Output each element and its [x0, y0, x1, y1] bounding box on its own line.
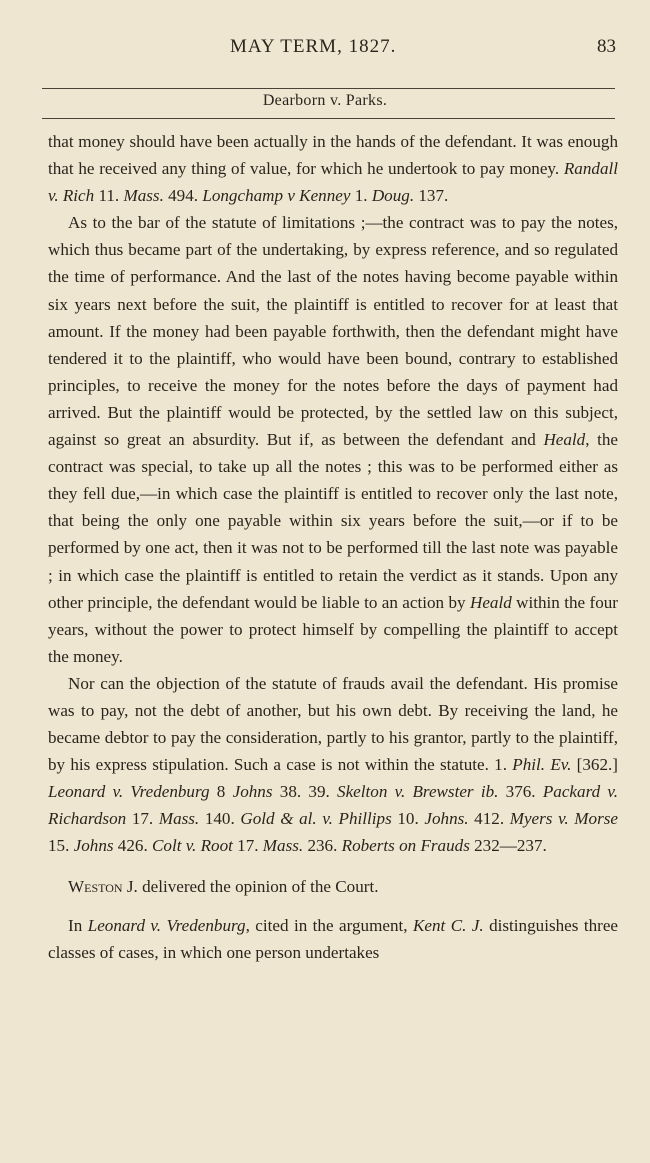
text-run: 137.	[414, 186, 449, 206]
paragraph-opinion	[48, 912, 618, 966]
citation-italic: Mass.	[158, 809, 200, 829]
paragraph-continuation	[48, 128, 618, 209]
page-number: 83	[597, 36, 616, 57]
citation-italic: Heald	[469, 592, 512, 612]
header-rule-bottom	[42, 118, 615, 119]
citation-italic: Colt v. Root	[152, 836, 233, 856]
text-run: 232—237.	[469, 836, 547, 856]
text-run: 236.	[303, 836, 342, 856]
citation-italic: Mass.	[262, 836, 304, 856]
text-run: 15.	[48, 836, 74, 856]
citation-italic: Leonard v. Vredenburg	[48, 782, 210, 802]
text-run: 376.	[498, 782, 543, 802]
text-run: 10.	[391, 809, 425, 829]
text-run: 1.	[350, 186, 372, 206]
text-run: 38. 39.	[272, 782, 338, 802]
citation-italic: Heald	[543, 430, 586, 450]
citation-italic: Phil. Ev.	[512, 755, 572, 775]
text-run: [362.]	[571, 755, 618, 775]
citation-italic: Randall v. Rich	[48, 159, 618, 206]
citation-italic: Johns.	[424, 809, 469, 829]
citation-italic: Leonard v. Vredenburg	[87, 915, 246, 935]
text-run: 426.	[113, 836, 152, 856]
text-run: 17.	[232, 836, 263, 856]
citation-italic: Kent C. J.	[412, 915, 484, 935]
paragraph-limitations	[48, 209, 618, 670]
citation-italic: Skelton v. Brewster ib.	[337, 782, 499, 802]
text-run: As to the bar of the statute of limitations ;—the contract was to pay the notes, which thus became part of the undertaking, by express reference, and so regulated the time of performance. And the last of the notes having become payable within six years next before the suit, the plaintiff is entitled to recover for at least that amount. If the money had been payable forthwith, then the defendant might have tendered it to the plaintiff, who would have been bound, contrary to established principles, to receive the money for the notes before the days of payment had arrived. But the plaintiff would be protected, by the settled law on this subject, against so great an absurdity. But if, as between the defendant and	[48, 213, 618, 450]
text-run: 140.	[199, 809, 241, 829]
text-run: 412.	[468, 809, 510, 829]
text-run: J. delivered the opinion of the Court.	[122, 876, 379, 896]
judge-name: Weston	[68, 876, 123, 896]
text-run: 8	[209, 782, 233, 802]
citation-italic: Myers v. Morse	[509, 809, 618, 829]
citation-italic: Roberts on Frauds	[341, 836, 470, 856]
citation-italic: Johns	[232, 782, 273, 802]
text-run: 17.	[126, 809, 159, 829]
citation-italic: Gold & al. v. Phillips	[240, 809, 392, 829]
text-run: that money should have been actually in the hands of the defendant. It was enough that he received any thing of value, for which he undertook to pay money.	[48, 132, 618, 179]
paragraph-opinion-intro	[48, 873, 618, 900]
text-run: distinguishes three classes of cases, in which one person undertakes	[48, 915, 618, 962]
running-head: MAY TERM, 1827.	[230, 36, 397, 57]
paragraph-statute-of-frauds	[48, 670, 618, 860]
citation-italic: Packard v. Richardson	[48, 782, 618, 829]
text-run: Nor can the objection of the statute of frauds avail the defendant. His promise was to pay, not the debt of another, but his own debt. By receiving the land, he became debtor to pay the consideration, partly to his grantor, partly to the plaintiff, by his express stipulation. Such a case is not within the statute. 1.	[48, 673, 618, 775]
text-run: , cited in the argument,	[245, 915, 413, 935]
body-text	[48, 128, 618, 966]
citation-italic: Longchamp v Kenney	[202, 186, 351, 206]
text-run: 494.	[163, 186, 203, 206]
text-run: , the contract was special, to take up all the notes ; this was to be performed either as they fell due,—in which case the plaintiff is entitled to recover only the last note, that being the only one payable within six years before the suit,—or if to be performed by one act, then it was not to be performed till the last note was payable ; in which case the plaintiff is entitled to retain the verdict as it stands. Upon any other principle, the defendant would be liable to an action by	[48, 430, 618, 612]
citation-italic: Mass.	[123, 186, 164, 206]
case-header: Dearborn v. Parks.	[262, 92, 388, 109]
citation-italic: Johns	[73, 836, 114, 856]
text-run: In	[68, 915, 88, 935]
header-rule-top	[42, 88, 615, 89]
text-run: within the four years, without the power to protect himself by compelling the plaintiff to accept the money.	[48, 592, 618, 666]
text-run: 11.	[94, 186, 124, 206]
citation-italic: Doug.	[371, 186, 415, 206]
